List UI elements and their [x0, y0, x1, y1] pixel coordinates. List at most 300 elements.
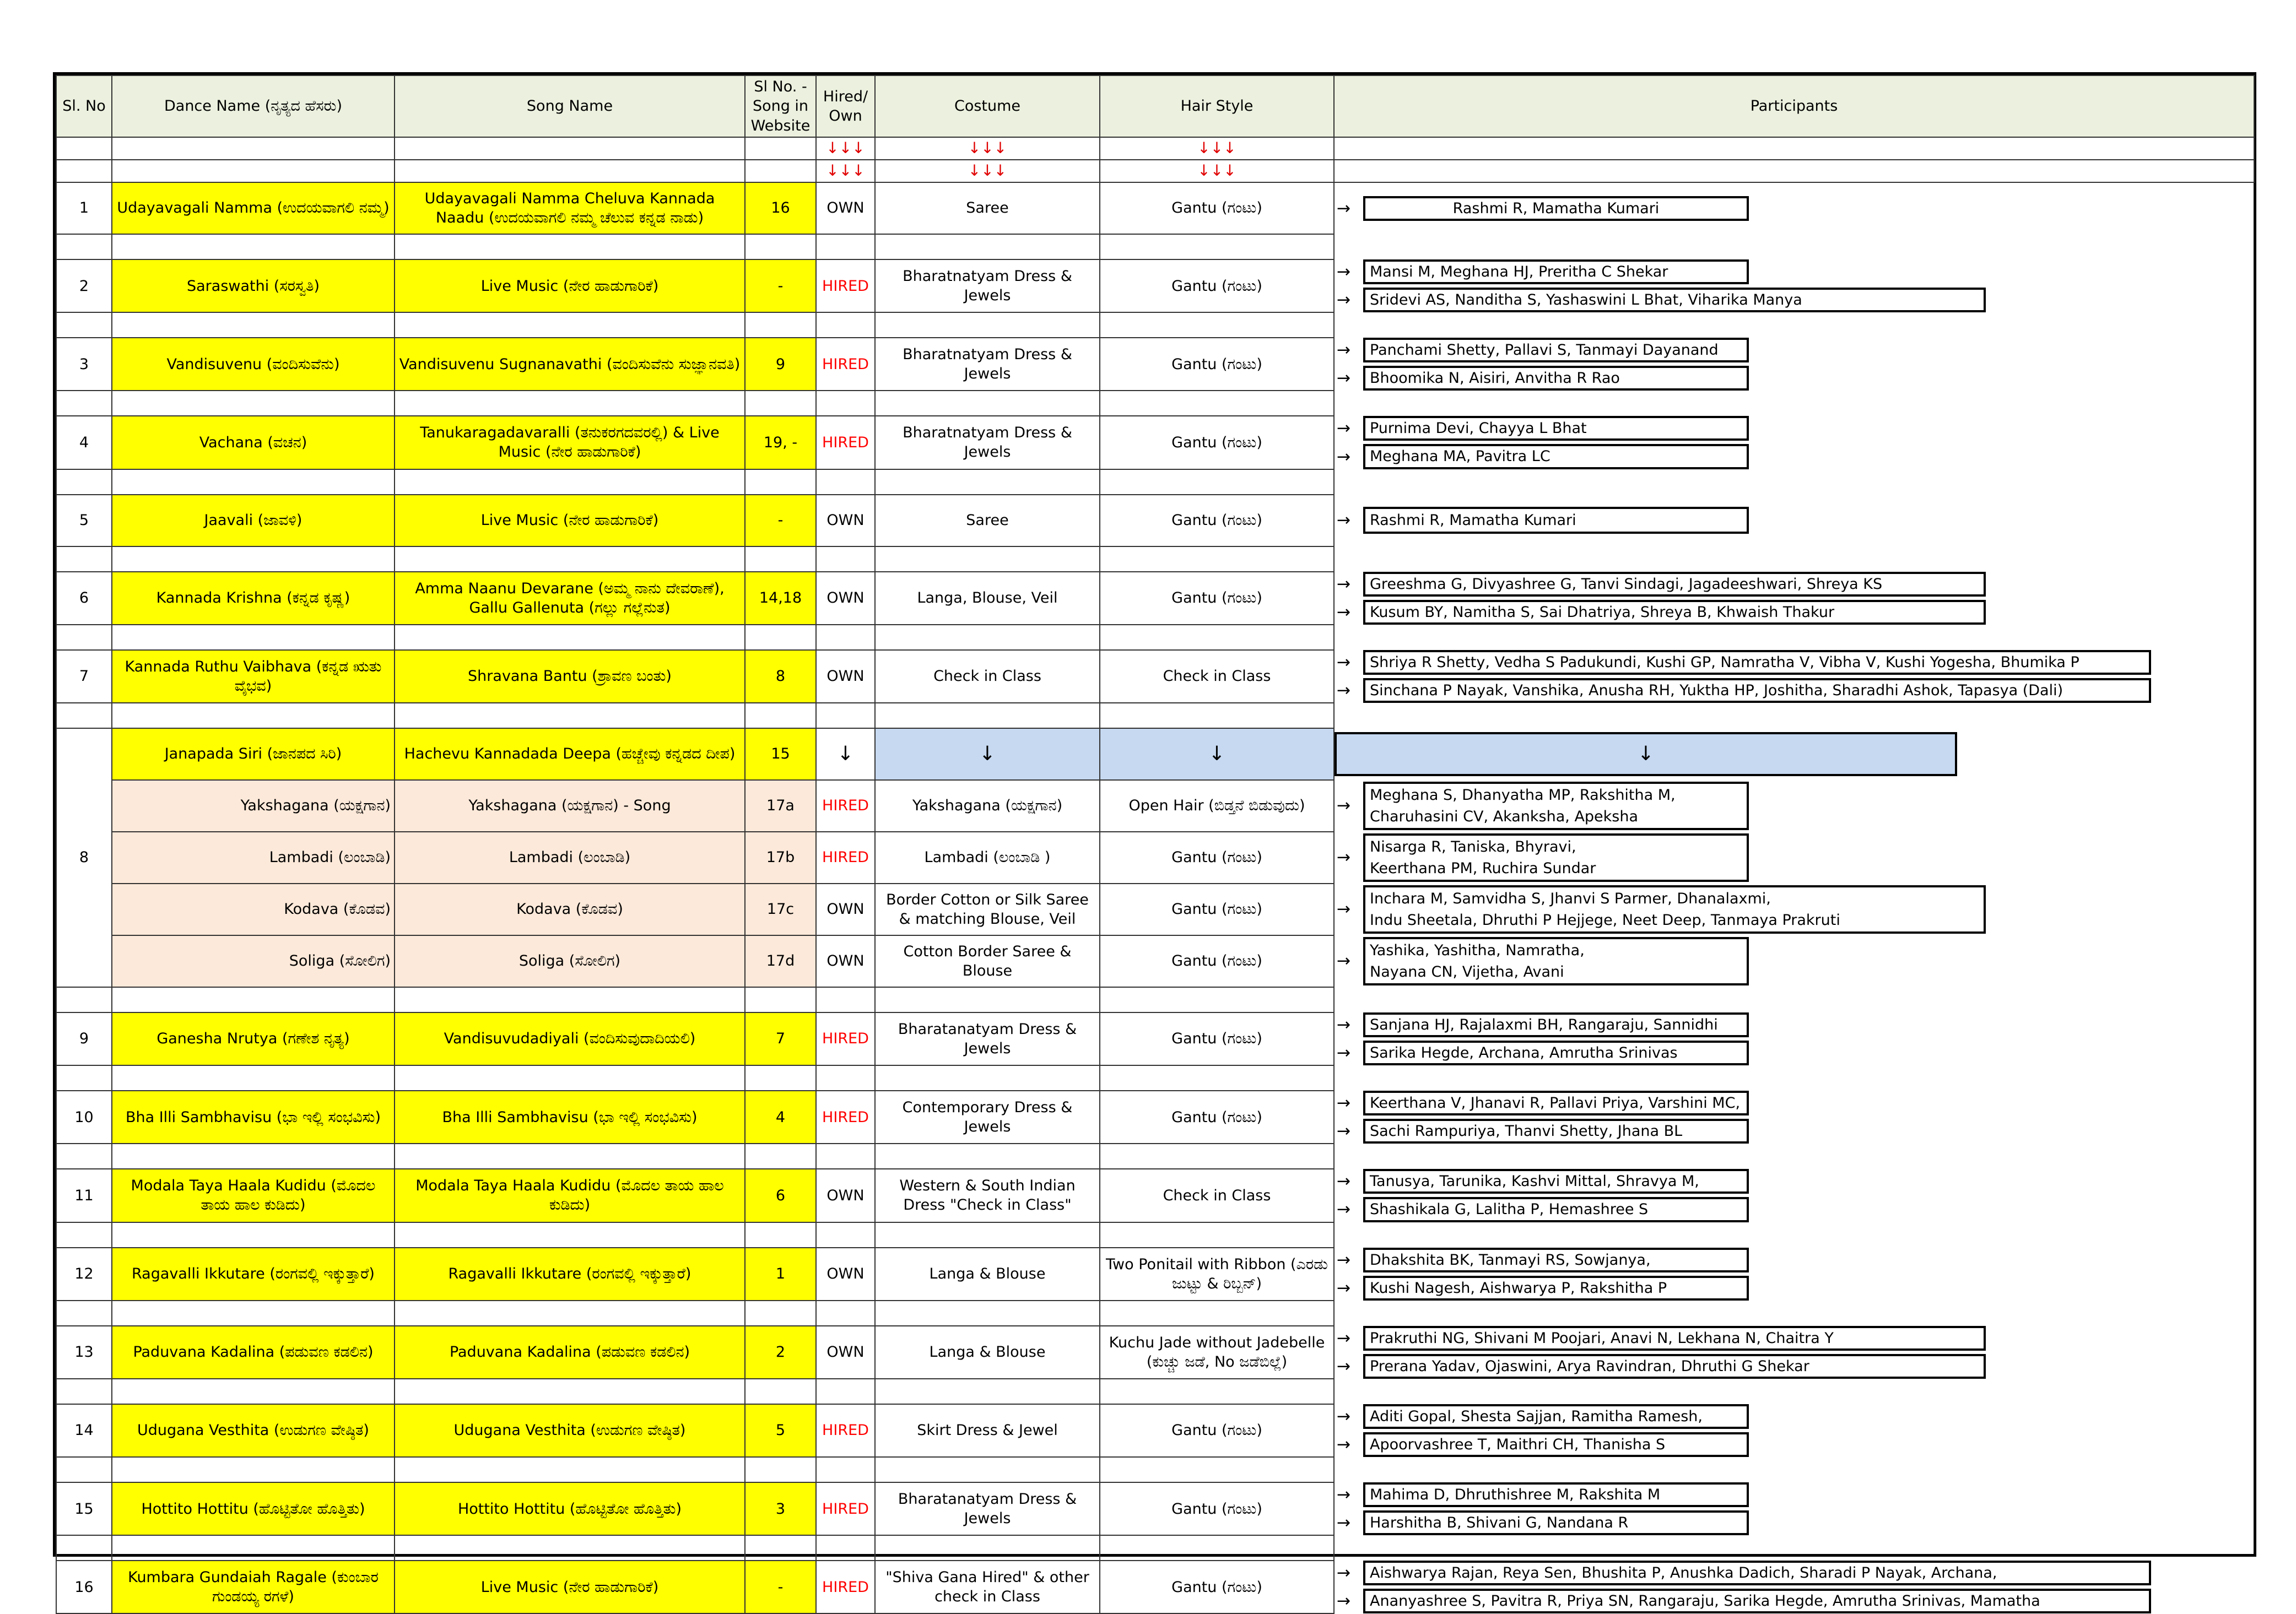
- dance-name: Hottito Hottitu (ಹೊಟ್ಟಿತೋ ಹೊತ್ತಿತು): [112, 1482, 395, 1535]
- song-name: Lambadi (ಲಂಬಾಡಿ): [395, 832, 745, 884]
- song-name: Shravana Bantu (ಶ್ರಾವಣ ಬಂತು): [395, 650, 745, 703]
- dance-row: [56, 416, 2254, 469]
- dance-sub-row: [56, 832, 2254, 884]
- participant-list: [1337, 1091, 2252, 1144]
- participants-cell: [1334, 650, 2254, 703]
- song-name: Kodava (ಕೊಡವ): [395, 884, 745, 935]
- hired-own-status: OWN: [816, 572, 875, 625]
- participant-list: [1337, 338, 2252, 391]
- participant-line: [1337, 196, 2252, 221]
- participant-line: [1337, 1482, 2252, 1507]
- sl-no: 15: [56, 1482, 112, 1535]
- sl-no: 6: [56, 572, 112, 625]
- participants-cell: [1334, 1326, 2254, 1379]
- participant-group-box: [1363, 507, 1749, 534]
- participants-cell: [1334, 728, 2254, 780]
- song-name: Bha Illi Sambhavisu (ಭಾ ಇಲ್ಲಿ ಸಂಭವಿಸು): [395, 1091, 745, 1144]
- hired-own-status: OWN: [816, 1326, 875, 1379]
- dance-row: [56, 182, 2254, 234]
- arrow-row-2: [56, 160, 2254, 182]
- participant-names: Sachi Rampuriya, Thanvi Shetty, Jhana BL: [1363, 1119, 1749, 1144]
- hair-style: Gantu (ಗಂಟು): [1100, 935, 1334, 987]
- right-arrow-icon: →: [1337, 1513, 1351, 1533]
- dance-row: [56, 1561, 2254, 1613]
- participant-list: [1337, 1561, 2252, 1613]
- song-number: 5: [745, 1404, 816, 1457]
- header-row: [56, 75, 2254, 137]
- right-arrow-icon: →: [1337, 1356, 1351, 1376]
- hair-style: Gantu (ಗಂಟು): [1100, 416, 1334, 469]
- sl-no: 7: [56, 650, 112, 703]
- song-number: 3: [745, 1482, 816, 1535]
- dance-name: Kodava (ಕೊಡವ): [112, 884, 395, 935]
- dance-name: Soliga (ಸೋಲಿಗ): [112, 935, 395, 987]
- costume: Saree: [875, 495, 1100, 546]
- participant-line: [1337, 1248, 2252, 1272]
- header-hair-style: Hair Style: [1100, 75, 1334, 137]
- right-arrow-icon: →: [1337, 447, 1351, 467]
- song-number: -: [745, 495, 816, 546]
- hired-own-status: HIRED: [816, 1404, 875, 1457]
- song-number: 1: [745, 1248, 816, 1301]
- participant-names: Keerthana V, Jhanavi R, Pallavi Priya, Varshini MC,: [1363, 1091, 1749, 1115]
- right-arrow-icon: →: [1337, 1563, 1351, 1583]
- participant-names: Apoorvashree T, Maithri CH, Thanisha S: [1363, 1432, 1749, 1457]
- participant-line: [1337, 937, 2252, 985]
- participant-line: [1337, 1561, 2252, 1585]
- song-name: Tanukaragadavaralli (ತನುಕರಗದವರಲ್ಲಿ) & Live Music (ನೇರ ಹಾಡುಗಾರಿಕೆ): [395, 416, 745, 469]
- participant-line: [1337, 1432, 2252, 1457]
- participant-line: [1337, 1404, 2252, 1429]
- song-name: Live Music (ನೇರ ಹಾಡುಗಾರಿಕೆ): [395, 1561, 745, 1613]
- down-arrow-icon: ↓: [1335, 732, 1957, 776]
- spacer-row: [56, 1457, 2254, 1482]
- participant-names: Sinchana P Nayak, Vanshika, Anusha RH, Yuktha HP, Joshitha, Sharadhi Ashok, Tapasya (Dali): [1363, 678, 2151, 703]
- hired-own-status: OWN: [816, 1169, 875, 1222]
- right-arrow-icon: →: [1337, 602, 1351, 622]
- spacer-row: [56, 625, 2254, 650]
- participant-names: Tanusya, Tarunika, Kashvi Mittal, Shravya M,: [1363, 1169, 1749, 1194]
- sl-no: 5: [56, 495, 112, 546]
- hired-own-status: OWN: [816, 1248, 875, 1301]
- participant-group-box: [1363, 833, 1749, 882]
- participant-names: Charuhasini CV, Akanksha, Apeksha: [1370, 808, 1639, 825]
- participant-line: [1337, 1119, 2252, 1144]
- participant-line: [1337, 288, 2252, 312]
- dance-name: Paduvana Kadalina (ಪಡುವಣ ಕಡಲಿನ): [112, 1326, 395, 1379]
- participant-line: [1337, 416, 2252, 441]
- participant-list: [1337, 1248, 2252, 1301]
- hair-style: Gantu (ಗಂಟು): [1100, 1482, 1334, 1535]
- sl-no: 9: [56, 1012, 112, 1065]
- right-arrow-icon: →: [1337, 419, 1351, 438]
- costume: Saree: [875, 182, 1100, 234]
- costume: Western & South Indian Dress "Check in Class": [875, 1169, 1100, 1222]
- header-costume: Costume: [875, 75, 1100, 137]
- participants-cell: [1334, 1169, 2254, 1222]
- participant-group-box: [1363, 782, 1749, 830]
- hired-own-status: OWN: [816, 182, 875, 234]
- spacer-row: [56, 546, 2254, 572]
- hired-own-status: HIRED: [816, 1012, 875, 1065]
- participants-cell: [1334, 935, 2254, 987]
- participant-list: [1337, 416, 2252, 469]
- right-arrow-icon: →: [1337, 199, 1351, 218]
- participant-list: [1337, 1482, 2252, 1535]
- participant-list: [1337, 1326, 2252, 1379]
- dance-row: [56, 259, 2254, 312]
- sl-no: 11: [56, 1169, 112, 1222]
- song-name: Live Music (ನೇರ ಹಾಡುಗಾರಿಕೆ): [395, 495, 745, 546]
- sl-no: 14: [56, 1404, 112, 1457]
- song-name: Udugana Vesthita (ಉಡುಗಣ ವೇಷ್ಠಿತ): [395, 1404, 745, 1457]
- participant-names: Shashikala G, Lalitha P, Hemashree S: [1363, 1197, 1749, 1222]
- participant-names: Aditi Gopal, Shesta Sajjan, Ramitha Ramesh,: [1363, 1404, 1749, 1429]
- participants-cell: [1334, 884, 2254, 935]
- participants-cell: [1334, 1561, 2254, 1613]
- song-name: Live Music (ನೇರ ಹಾಡುಗಾರಿಕೆ): [395, 259, 745, 312]
- participant-line: [1337, 1510, 2252, 1535]
- participant-line: [1337, 507, 2252, 534]
- hired-own-status: OWN: [816, 935, 875, 987]
- hired-own-status: HIRED: [816, 832, 875, 884]
- participants-cell: [1334, 1012, 2254, 1065]
- participant-names: Kusum BY, Namitha S, Sai Dhatriya, Shreya B, Khwaish Thakur: [1363, 600, 1986, 625]
- participant-names: Sanjana HJ, Rajalaxmi BH, Rangaraju, Sannidhi: [1363, 1012, 1749, 1037]
- dance-name: Yakshagana (ಯಕ್ಷಗಾನ): [112, 780, 395, 832]
- participants-cell: [1334, 416, 2254, 469]
- participants-cell: [1334, 832, 2254, 884]
- right-arrow-icon: →: [1337, 1172, 1351, 1191]
- participant-group-box: [1363, 885, 1986, 934]
- dance-name: Udugana Vesthita (ಉಡುಗಣ ವೇಷ್ಠಿತ): [112, 1404, 395, 1457]
- sl-no: 10: [56, 1091, 112, 1144]
- participant-list: [1337, 196, 2252, 221]
- right-arrow-icon: →: [1337, 1435, 1351, 1455]
- participant-list: [1337, 937, 2252, 985]
- spacer-row: [56, 1144, 2254, 1169]
- hired-own-status: HIRED: [816, 1561, 875, 1613]
- hired-own-status: HIRED: [816, 338, 875, 391]
- participant-line: [1337, 650, 2252, 675]
- participant-list: [1337, 1404, 2252, 1457]
- hair-style: Gantu (ಗಂಟು): [1100, 1561, 1334, 1613]
- participant-line: [1337, 782, 2252, 830]
- dance-row: [56, 1012, 2254, 1065]
- song-name: Modala Taya Haala Kudidu (ಮೊದಲ ತಾಯ ಹಾಲ ಕುಡಿದು): [395, 1169, 745, 1222]
- participant-names: Prakruthi NG, Shivani M Poojari, Anavi N, Lekhana N, Chaitra Y: [1363, 1326, 1986, 1351]
- costume: Bharatnatyam Dress & Jewels: [875, 259, 1100, 312]
- dance-schedule-table: [56, 75, 2255, 1614]
- dance-name: Udayavagali Namma (ಉದಯವಾಗಲಿ ನಮ್ಮ): [112, 182, 395, 234]
- song-number: 17b: [745, 832, 816, 884]
- song-number: -: [745, 1561, 816, 1613]
- sl-no: 2: [56, 259, 112, 312]
- song-name: Vandisuvudadiyali (ವಂದಿಸುವುದಾದಿಯಲಿ): [395, 1012, 745, 1065]
- participants-cell: [1334, 495, 2254, 546]
- participants-cell: [1334, 338, 2254, 391]
- dance-name: Modala Taya Haala Kudidu (ಮೊದಲ ತಾಯ ಹಾಲ ಕುಡಿದು): [112, 1169, 395, 1222]
- arrow-row-1: [56, 137, 2254, 160]
- participant-line: [1337, 1012, 2252, 1037]
- down-arrow-icon: ↓: [1100, 728, 1334, 780]
- sl-no: 13: [56, 1326, 112, 1379]
- spacer-row: [56, 1379, 2254, 1404]
- spacer-row: [56, 1065, 2254, 1091]
- participant-names: Dhakshita BK, Tanmayi RS, Sowjanya,: [1363, 1248, 1749, 1272]
- spacer-row: [56, 469, 2254, 495]
- dance-name: Lambadi (ಲಂಬಾಡಿ): [112, 832, 395, 884]
- right-arrow-icon: →: [1337, 1093, 1351, 1113]
- song-name: Vandisuvenu Sugnanavathi (ವಂದಿಸುವೆನು ಸುಜ್ಞಾನವತಿ): [395, 338, 745, 391]
- arrow-mark: ↓↓↓: [816, 137, 875, 160]
- right-arrow-icon: →: [1337, 574, 1351, 594]
- right-arrow-icon: →: [1337, 1591, 1351, 1611]
- dance-name: Kannada Ruthu Vaibhava (ಕನ್ನಡ ಋತು ವೈಭವ): [112, 650, 395, 703]
- costume: Border Cotton or Silk Saree & matching Blouse, Veil: [875, 884, 1100, 935]
- sl-no: 3: [56, 338, 112, 391]
- spacer-row: [56, 987, 2254, 1012]
- costume: "Shiva Gana Hired" & other check in Class: [875, 1561, 1100, 1613]
- song-number: 16: [745, 182, 816, 234]
- participant-names: Bhoomika N, Aisiri, Anvitha R Rao: [1363, 366, 1749, 391]
- participant-line: [1337, 1589, 2252, 1613]
- hired-own-status: HIRED: [816, 780, 875, 832]
- participant-list: [1337, 650, 2252, 703]
- participant-group-box: [1363, 937, 1749, 985]
- costume: Langa & Blouse: [875, 1326, 1100, 1379]
- hired-own-status: HIRED: [816, 1482, 875, 1535]
- hired-own-status: HIRED: [816, 416, 875, 469]
- hair-style: Open Hair (ಬಿಡ್ತನೆ ಬಿಡುವುದು): [1100, 780, 1334, 832]
- right-arrow-icon: →: [1337, 1406, 1351, 1426]
- dance-row: [56, 338, 2254, 391]
- participant-names: Greeshma G, Divyashree G, Tanvi Sindagi, Jagadeeshwari, Shreya KS: [1363, 572, 1986, 597]
- participant-list: [1337, 833, 2252, 882]
- participant-line: [1337, 338, 2252, 362]
- dance-row: [56, 1248, 2254, 1301]
- song-name: Yakshagana (ಯಕ್ಷಗಾನ) - Song: [395, 780, 745, 832]
- right-arrow-icon: →: [1337, 290, 1351, 310]
- song-name: Paduvana Kadalina (ಪಡುವಣ ಕಡಲಿನ): [395, 1326, 745, 1379]
- song-number: 6: [745, 1169, 816, 1222]
- participant-list: [1337, 782, 2252, 830]
- dance-name: Vachana (ವಚನ): [112, 416, 395, 469]
- right-arrow-icon: →: [1337, 1043, 1351, 1063]
- hair-style: Gantu (ಗಂಟು): [1100, 832, 1334, 884]
- arrow-mark: ↓↓↓: [1100, 160, 1334, 182]
- participant-line: [1337, 444, 2252, 469]
- song-number: 17c: [745, 884, 816, 935]
- song-number: 4: [745, 1091, 816, 1144]
- hair-style: Gantu (ಗಂಟು): [1100, 1012, 1334, 1065]
- right-arrow-icon: →: [1337, 680, 1351, 700]
- participants-cell: [1334, 572, 2254, 625]
- participant-names: Mahima D, Dhruthishree M, Rakshita M: [1363, 1482, 1749, 1507]
- hired-own-status: HIRED: [816, 1091, 875, 1144]
- right-arrow-icon: →: [1337, 1122, 1351, 1141]
- dance-name: Bha Illi Sambhavisu (ಭಾ ಇಲ್ಲಿ ಸಂಭವಿಸು): [112, 1091, 395, 1144]
- right-arrow-icon: →: [1337, 652, 1351, 672]
- dance-row: [56, 572, 2254, 625]
- participant-list: [1337, 885, 2252, 934]
- participant-line: [1337, 366, 2252, 391]
- hair-style: Gantu (ಗಂಟು): [1100, 495, 1334, 546]
- participant-names: Indu Sheetala, Dhruthi P Hejjege, Neet Deep, Tanmaya Prakruti: [1370, 911, 1840, 929]
- participant-line: [1337, 885, 2252, 934]
- dance-row: [56, 1404, 2254, 1457]
- costume: Bharatnatyam Dress & Jewels: [875, 338, 1100, 391]
- participant-names: Meghana MA, Pavitra LC: [1363, 444, 1749, 469]
- participant-names: Sarika Hegde, Archana, Amrutha Srinivas: [1363, 1041, 1749, 1065]
- right-arrow-icon: →: [1337, 1485, 1351, 1505]
- participant-list: [1337, 1169, 2252, 1222]
- participant-names: Inchara M, Samvidha S, Jhanvi S Parmer, Dhanalaxmi,: [1370, 890, 1771, 907]
- spacer-row: [56, 703, 2254, 728]
- sl-no: 16: [56, 1561, 112, 1613]
- participant-names: Kushi Nagesh, Aishwarya P, Rakshitha P: [1363, 1276, 1749, 1301]
- dance-row: [56, 1482, 2254, 1535]
- dance-name: Kumbara Gundaiah Ragale (ಕುಂಬಾರ ಗುಂಡಯ್ಯ ರಗಳೆ): [112, 1561, 395, 1613]
- dance-name: Kannada Krishna (ಕನ್ನಡ ಕೃಷ್ಣ): [112, 572, 395, 625]
- costume: Skirt Dress & Jewel: [875, 1404, 1100, 1457]
- arrow-mark: ↓↓↓: [875, 160, 1100, 182]
- dance-sub-row: [56, 935, 2254, 987]
- song-number: 9: [745, 338, 816, 391]
- costume: Lambadi (ಲಂಬಾಡಿ ): [875, 832, 1100, 884]
- participant-names: Aishwarya Rajan, Reya Sen, Bhushita P, Anushka Dadich, Sharadi P Nayak, Archana,: [1363, 1561, 2151, 1585]
- hair-style: Check in Class: [1100, 1169, 1334, 1222]
- participant-line: [1337, 1169, 2252, 1194]
- participant-line: [1337, 1091, 2252, 1115]
- participant-names: Nisarga R, Taniska, Bhyravi,: [1370, 838, 1576, 855]
- song-number: 2: [745, 1326, 816, 1379]
- costume: Yakshagana (ಯಕ್ಷಗಾನ): [875, 780, 1100, 832]
- hair-style: Gantu (ಗಂಟು): [1100, 182, 1334, 234]
- song-name: Hachevu Kannadada Deepa (ಹಚ್ಚೇವು ಕನ್ನಡದ ದೀಪ): [395, 728, 745, 780]
- right-arrow-icon: →: [1337, 796, 1351, 816]
- costume: Bharatanatyam Dress & Jewels: [875, 1482, 1100, 1535]
- song-number: 19, -: [745, 416, 816, 469]
- participant-names: Rashmi R, Mamatha Kumari: [1363, 196, 1749, 221]
- participant-list: [1337, 259, 2252, 312]
- right-arrow-icon: →: [1337, 1250, 1351, 1270]
- down-arrow-icon: ↓: [875, 728, 1100, 780]
- participant-names: Harshitha B, Shivani G, Nandana R: [1363, 1510, 1749, 1535]
- song-name: Udayavagali Namma Cheluva Kannada Naadu (ಉದಯವಾಗಲಿ ನಮ್ಮ ಚೆಲುವ ಕನ್ನಡ ನಾಡು): [395, 182, 745, 234]
- dance-name: Ganesha Nrutya (ಗಣೇಶ ನೃತ್ಯ): [112, 1012, 395, 1065]
- participant-list: [1337, 507, 2252, 534]
- sl-no: 4: [56, 416, 112, 469]
- hair-style: Gantu (ಗಂಟು): [1100, 572, 1334, 625]
- hired-own-status: OWN: [816, 650, 875, 703]
- right-arrow-icon: →: [1337, 369, 1351, 388]
- participants-cell: [1334, 1404, 2254, 1457]
- spacer-row: [56, 312, 2254, 338]
- participants-cell: [1334, 780, 2254, 832]
- dance-row: [56, 1091, 2254, 1144]
- costume: Langa & Blouse: [875, 1248, 1100, 1301]
- participant-line: [1337, 678, 2252, 703]
- hair-style: Two Ponitail with Ribbon (ಎರಡು ಜುಟ್ಟು & ರಿಬ್ಬನ್): [1100, 1248, 1334, 1301]
- song-name: Amma Naanu Devarane (ಅಮ್ಮ ನಾನು ದೇವರಾಣೆ), Gallu Gallenuta (ಗಲ್ಲು ಗಲ್ಲೆನುತ): [395, 572, 745, 625]
- participant-names: Prerana Yadav, Ojaswini, Arya Ravindran, Dhruthi G Shekar: [1363, 1354, 1986, 1379]
- song-number: 14,18: [745, 572, 816, 625]
- song-name: Soliga (ಸೋಲಿಗ): [395, 935, 745, 987]
- participant-names: Rashmi R, Mamatha Kumari: [1370, 511, 1576, 529]
- participant-line: [1337, 833, 2252, 882]
- right-arrow-icon: →: [1337, 262, 1351, 282]
- costume: Bharatnatyam Dress & Jewels: [875, 416, 1100, 469]
- participants-cell: [1334, 1482, 2254, 1535]
- participant-line: [1337, 1197, 2252, 1222]
- participant-names: Ananyashree S, Pavitra R, Priya SN, Rangaraju, Sarika Hegde, Amrutha Srinivas, Mamatha: [1363, 1589, 2151, 1613]
- spacer-row: [56, 1301, 2254, 1326]
- participants-cell: [1334, 1248, 2254, 1301]
- song-number: 15: [745, 728, 816, 780]
- song-name: Ragavalli Ikkutare (ರಂಗವಲ್ಲಿ ಇಕ್ಕುತ್ತಾರೆ): [395, 1248, 745, 1301]
- hired-own-status: OWN: [816, 495, 875, 546]
- song-number: 8: [745, 650, 816, 703]
- dance-name: Ragavalli Ikkutare (ರಂಗವಲ್ಲಿ ಇಕ್ಕುತ್ತಾರೆ): [112, 1248, 395, 1301]
- header-dance-name: Dance Name (ನೃತ್ಯದ ಹೆಸರು): [112, 75, 395, 137]
- participant-line: [1337, 600, 2252, 625]
- participant-names: Purnima Devi, Chayya L Bhat: [1363, 416, 1749, 441]
- right-arrow-icon: →: [1337, 1200, 1351, 1220]
- dance-name: Saraswathi (ಸರಸ್ವತಿ): [112, 259, 395, 312]
- costume: Check in Class: [875, 650, 1100, 703]
- header-song-number: Sl No. - Song in Website: [745, 75, 816, 137]
- arrow-mark: ↓↓↓: [875, 137, 1100, 160]
- right-arrow-icon: →: [1337, 1278, 1351, 1298]
- dance-name: Jaavali (ಜಾವಳಿ): [112, 495, 395, 546]
- participant-names: Meghana S, Dhanyatha MP, Rakshitha M,: [1370, 786, 1676, 804]
- sl-no: 12: [56, 1248, 112, 1301]
- participants-cell: [1334, 182, 2254, 234]
- song-number: 7: [745, 1012, 816, 1065]
- header-song-name: Song Name: [395, 75, 745, 137]
- dance-row-group-main: [56, 728, 2254, 780]
- participant-line: [1337, 1354, 2252, 1379]
- header-hired-own: Hired/ Own: [816, 75, 875, 137]
- participant-line: [1337, 259, 2252, 284]
- participant-names: Yashika, Yashitha, Namratha,: [1370, 941, 1585, 959]
- participant-names: Keerthana PM, Ruchira Sundar: [1370, 859, 1596, 877]
- dance-row: [56, 1326, 2254, 1379]
- hair-style: Gantu (ಗಂಟು): [1100, 259, 1334, 312]
- participants-cell: [1334, 259, 2254, 312]
- participant-names: Mansi M, Meghana HJ, Preritha C Shekar: [1363, 259, 1749, 284]
- song-number: 17d: [745, 935, 816, 987]
- right-arrow-icon: →: [1337, 1328, 1351, 1348]
- song-name: Hottito Hottitu (ಹೊಟ್ಟಿತೋ ಹೊತ್ತಿತು): [395, 1482, 745, 1535]
- right-arrow-icon: →: [1337, 900, 1351, 919]
- dance-row: [56, 650, 2254, 703]
- song-number: -: [745, 259, 816, 312]
- hired-own-status: OWN: [816, 884, 875, 935]
- participant-names: Shriya R Shetty, Vedha S Padukundi, Kushi GP, Namratha V, Vibha V, Kushi Yogesha, Bhumika P: [1363, 650, 2151, 675]
- right-arrow-icon: →: [1337, 951, 1351, 971]
- dance-row: [56, 495, 2254, 546]
- participant-list: [1337, 1012, 2252, 1065]
- right-arrow-icon: →: [1337, 1015, 1351, 1035]
- dance-row: [56, 1169, 2254, 1222]
- arrow-mark: ↓↓↓: [816, 160, 875, 182]
- hair-style: Gantu (ಗಂಟು): [1100, 1404, 1334, 1457]
- spacer-row: [56, 1535, 2254, 1561]
- dance-name: Vandisuvenu (ವಂದಿಸುವೆನು): [112, 338, 395, 391]
- costume: Langa, Blouse, Veil: [875, 572, 1100, 625]
